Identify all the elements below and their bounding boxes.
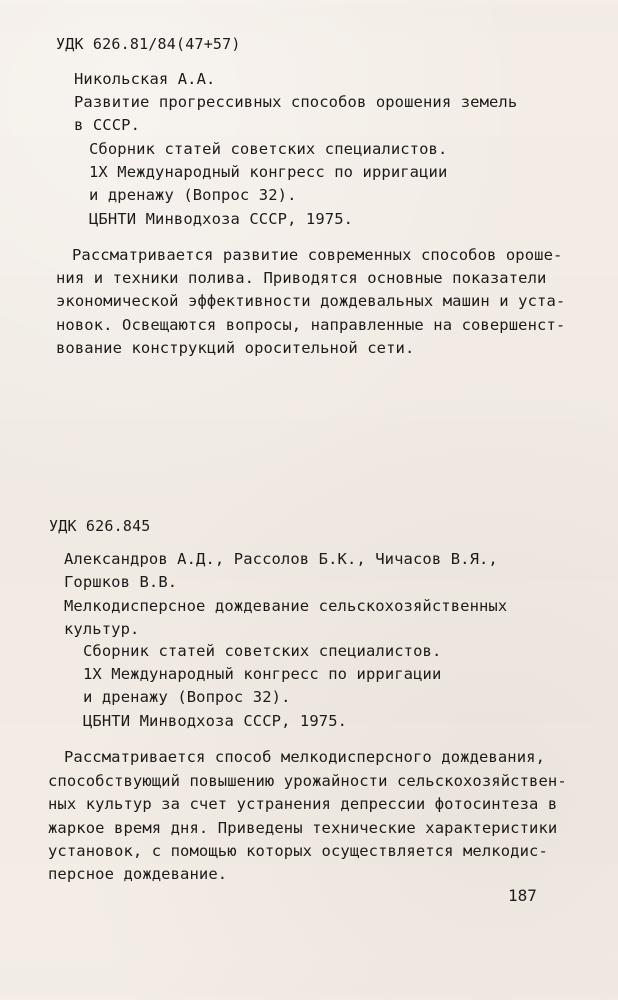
record1-title-line-2: в СССР. bbox=[74, 116, 141, 134]
record1-summary-line-2: ния и техники полива. Приводятся основные показатели bbox=[56, 269, 547, 287]
record2-summary-line-2: способствующий повышению урожайности сельскохозяйствен- bbox=[48, 772, 567, 790]
record1-summary-line-1: Рассматривается развитие современных способов ороше- bbox=[72, 246, 563, 264]
record2-summary-line-1: Рассматривается способ мелкодисперсного дождевания, bbox=[64, 748, 546, 766]
record2-title-line-1: Мелкодисперсное дождевание сельскохозяйственных bbox=[64, 597, 508, 615]
record2-summary-line-3: ных культур за счет устранения депрессии фотосинтеза в bbox=[48, 795, 558, 813]
record2-udk: УДК 626.845 bbox=[49, 517, 151, 535]
record2-authors-line-1: Александров А.Д., Рассолов Б.К., Чичасов В.Я., bbox=[64, 550, 498, 568]
record2-title-line-2: культур. bbox=[64, 620, 140, 638]
record1-source-line-2: 1Х Международный конгресс по ирригации bbox=[89, 163, 448, 181]
record2-publisher: ЦБНТИ Минводхоза СССР, 1975. bbox=[83, 712, 348, 730]
record2-summary-line-5: установок, с помощью которых осуществляется мелкодис- bbox=[48, 842, 548, 860]
record2-authors-line-2: Горшков В.В. bbox=[64, 573, 178, 591]
record1-summary-line-4: новок. Освещаются вопросы, направленные на совершенст- bbox=[56, 316, 566, 334]
record2-summary-line-4: жаркое время дня. Приведены технические характеристики bbox=[48, 819, 558, 837]
record2-source-line-2: 1Х Международный конгресс по ирригации bbox=[83, 665, 442, 683]
record1-source-line-1: Сборник статей советских специалистов. bbox=[89, 140, 448, 158]
record1-udk: УДК 626.81/84(47+57) bbox=[56, 35, 241, 53]
record1-author: Никольская А.А. bbox=[74, 70, 216, 88]
record1-summary-line-5: вование конструкций оросительной сети. bbox=[56, 339, 415, 357]
record2-source-line-1: Сборник статей советских специалистов. bbox=[83, 642, 442, 660]
record1-title-line-1: Развитие прогрессивных способов орошения земель bbox=[74, 93, 518, 111]
record1-source-line-3: и дренажу (Вопрос 32). bbox=[89, 186, 297, 204]
record1-summary-line-3: экономической эффективности дождевальных машин и уста- bbox=[56, 292, 566, 310]
record2-summary-line-6: персное дождевание. bbox=[48, 865, 228, 883]
record1-publisher: ЦБНТИ Минводхоза СССР, 1975. bbox=[89, 210, 354, 228]
page-number: 187 bbox=[508, 886, 537, 905]
record2-source-line-3: и дренажу (Вопрос 32). bbox=[83, 688, 291, 706]
